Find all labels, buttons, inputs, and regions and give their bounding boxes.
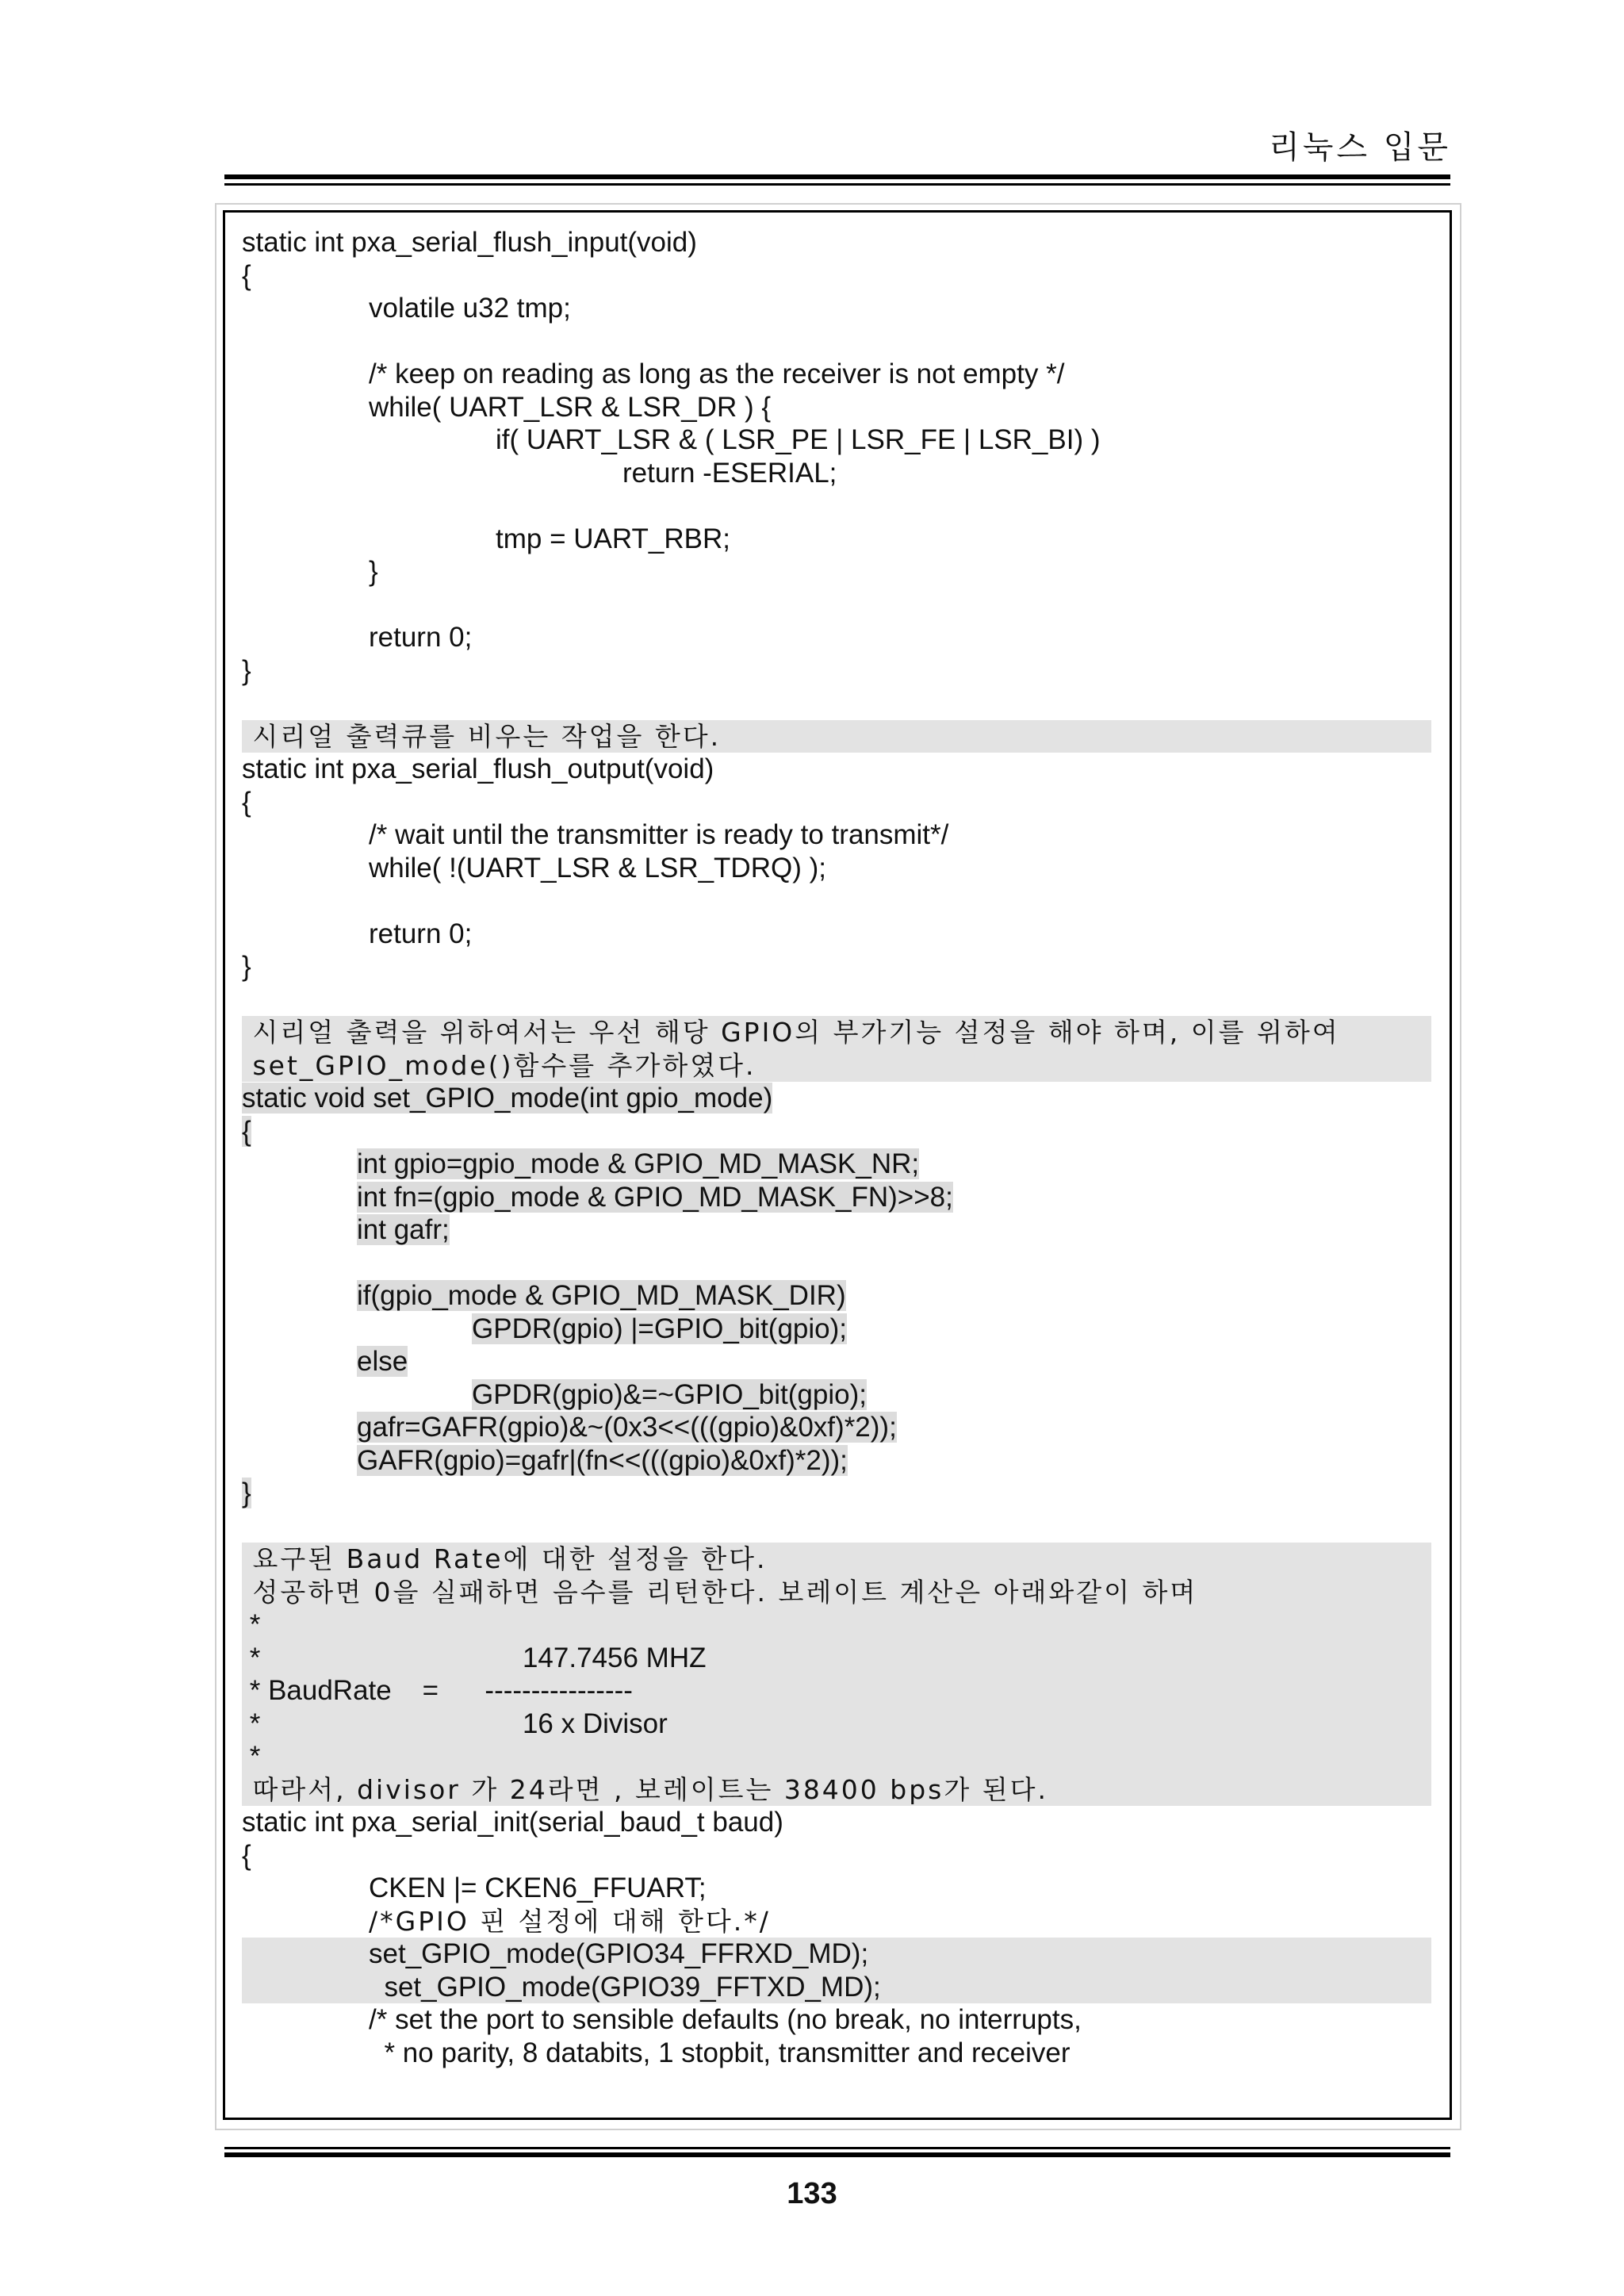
code-line <box>242 1708 1431 1741</box>
code-line <box>242 259 1431 293</box>
code-line-text: int fn=(gpio_mode & GPIO_MD_MASK_FN)>>8; <box>357 1181 953 1213</box>
header-rule-thick <box>224 174 1450 179</box>
code-line-text: CKEN |= CKEN6_FFUART; <box>369 1872 707 1903</box>
code-line-text: int gafr; <box>357 1214 450 1245</box>
code-line <box>242 457 1431 490</box>
code-line-text: volatile u32 tmp; <box>369 293 571 324</box>
code-line <box>242 786 1431 819</box>
code-line <box>242 1477 1431 1510</box>
code-line <box>242 1773 1431 1807</box>
code-line <box>242 1016 1431 1049</box>
code-line <box>242 1115 1431 1148</box>
code-line <box>242 226 1431 259</box>
code-line <box>242 1971 1431 2004</box>
code-line-text: /* wait until the transmitter is ready to transmit*/ <box>369 819 949 850</box>
code-line <box>242 884 1431 918</box>
code-line-text: * 16 x Divisor <box>242 1708 668 1739</box>
code-line-text: GPDR(gpio)&=~GPIO_bit(gpio); <box>472 1378 867 1410</box>
code-line <box>242 325 1431 358</box>
code-line-text: set_GPIO_mode(GPIO39_FFTXD_MD); <box>369 1971 881 2003</box>
code-line <box>242 1740 1431 1773</box>
code-line-text: return 0; <box>369 622 473 653</box>
code-line-text: return -ESERIAL; <box>622 457 837 489</box>
code-line <box>242 1279 1431 1313</box>
code-line <box>242 720 1431 753</box>
code-line <box>242 753 1431 786</box>
code-line-text: static void set_GPIO_mode(int gpio_mode) <box>242 1083 773 1114</box>
code-line <box>242 950 1431 983</box>
code-line <box>242 1674 1431 1708</box>
code-line <box>242 1378 1431 1412</box>
code-line <box>242 621 1431 654</box>
code-line <box>242 1872 1431 1905</box>
code-line <box>242 555 1431 588</box>
code-line <box>242 1905 1431 1938</box>
code-line-text: static int pxa_serial_flush_input(void) <box>242 227 697 258</box>
code-line <box>242 1313 1431 1346</box>
code-line-text: int gpio=gpio_mode & GPIO_MD_MASK_NR; <box>357 1148 920 1179</box>
page-number: 133 <box>787 2177 837 2210</box>
footer-rule-thin <box>224 2147 1450 2149</box>
code-line <box>242 1806 1431 1839</box>
code-line <box>242 1510 1431 1543</box>
code-line <box>242 523 1431 556</box>
code-line <box>242 292 1431 325</box>
code-line-text: { <box>242 259 251 291</box>
code-line-text: GPDR(gpio) |=GPIO_bit(gpio); <box>472 1313 848 1344</box>
code-line-text: /* keep on reading as long as the receiver is not empty */ <box>369 358 1065 389</box>
code-line-text: 따라서, divisor 가 24라면 , 보레이트는 38400 bps가 된다. <box>242 1773 1048 1805</box>
code-line-text: GAFR(gpio)=gafr|(fn<<(((gpio)&0xf)*2)); <box>357 1444 848 1476</box>
code-line-text: while( UART_LSR & LSR_DR ) { <box>369 391 772 423</box>
code-line <box>242 852 1431 885</box>
code-line <box>242 1444 1431 1478</box>
code-line-text: else <box>357 1346 408 1377</box>
code-line <box>242 424 1431 457</box>
code-line-text: if(gpio_mode & GPIO_MD_MASK_DIR) <box>357 1280 846 1311</box>
code-line <box>242 1839 1431 1872</box>
code-line <box>242 1608 1431 1642</box>
code-line-text: * <box>242 1741 261 1772</box>
code-line-text: * BaudRate = ---------------- <box>242 1675 633 1706</box>
code-line-text: } <box>369 556 378 587</box>
code-line-text: /* set the port to sensible defaults (no break, no interrupts, <box>369 2004 1082 2035</box>
running-header: 리눅스 입문 <box>1269 129 1451 166</box>
code-line <box>242 489 1431 523</box>
code-line <box>242 2037 1431 2070</box>
code-line-text: * no parity, 8 databits, 1 stopbit, transmitter and receiver <box>369 2037 1071 2068</box>
code-line <box>242 1181 1431 1214</box>
code-line-text: set_GPIO_mode()함수를 추가하였다. <box>242 1049 756 1081</box>
code-line <box>242 1213 1431 1247</box>
code-listing <box>242 226 1431 2069</box>
code-line-text: } <box>242 654 251 686</box>
code-line <box>242 687 1431 720</box>
code-line <box>242 588 1431 622</box>
code-line <box>242 1148 1431 1181</box>
code-line-text: * <box>242 1609 261 1640</box>
code-line <box>242 1345 1431 1378</box>
code-line-text: /*GPIO 핀 설정에 대해 한다.*/ <box>369 1905 771 1937</box>
code-line <box>242 1543 1431 1576</box>
code-line <box>242 2003 1431 2037</box>
code-line <box>242 1576 1431 1609</box>
code-line-text: * 147.7456 MHZ <box>242 1642 707 1673</box>
code-line-text: 시리얼 출력을 위하여서는 우선 해당 GPIO의 부가기능 설정을 해야 하며, 이를 위하여 <box>242 1017 1340 1048</box>
code-line <box>242 1642 1431 1675</box>
header-rule-thin <box>224 183 1450 186</box>
code-line <box>242 1082 1431 1115</box>
code-line-text: set_GPIO_mode(GPIO34_FFRXD_MD); <box>369 1938 869 1969</box>
code-line <box>242 1938 1431 1971</box>
code-line-text: } <box>242 1478 251 1508</box>
code-line-text: return 0; <box>369 918 473 949</box>
code-line-text: gafr=GAFR(gpio)&~(0x3<<(((gpio)&0xf)*2)); <box>357 1412 897 1443</box>
code-line <box>242 358 1431 391</box>
code-line <box>242 918 1431 951</box>
code-line-text: { <box>242 1839 251 1871</box>
code-line-text: 요구된 Baud Rate에 대한 설정을 한다. <box>242 1543 768 1574</box>
code-line <box>242 1247 1431 1280</box>
code-line <box>242 391 1431 424</box>
code-line-text: } <box>242 951 251 982</box>
code-line-text: static int pxa_serial_flush_output(void) <box>242 753 714 784</box>
code-line-text: 성공하면 0을 실패하면 음수를 리턴한다. 보레이트 계산은 아래와같이 하며 <box>242 1576 1198 1608</box>
code-line-text: 시리얼 출력큐를 비우는 작업을 한다. <box>242 720 722 752</box>
code-line-text: static int pxa_serial_init(serial_baud_t baud) <box>242 1807 783 1838</box>
code-line <box>242 654 1431 688</box>
code-line <box>242 818 1431 852</box>
code-line-text: while( !(UART_LSR & LSR_TDRQ) ); <box>369 852 826 884</box>
code-line-text: { <box>242 786 251 818</box>
code-line <box>242 1411 1431 1444</box>
code-line <box>242 983 1431 1017</box>
code-line <box>242 1049 1431 1083</box>
code-line-text: { <box>242 1115 251 1147</box>
footer-rule-thick <box>224 2152 1450 2157</box>
code-line-text: if( UART_LSR & ( LSR_PE | LSR_FE | LSR_BI) ) <box>496 424 1101 455</box>
code-line-text: tmp = UART_RBR; <box>496 523 730 554</box>
